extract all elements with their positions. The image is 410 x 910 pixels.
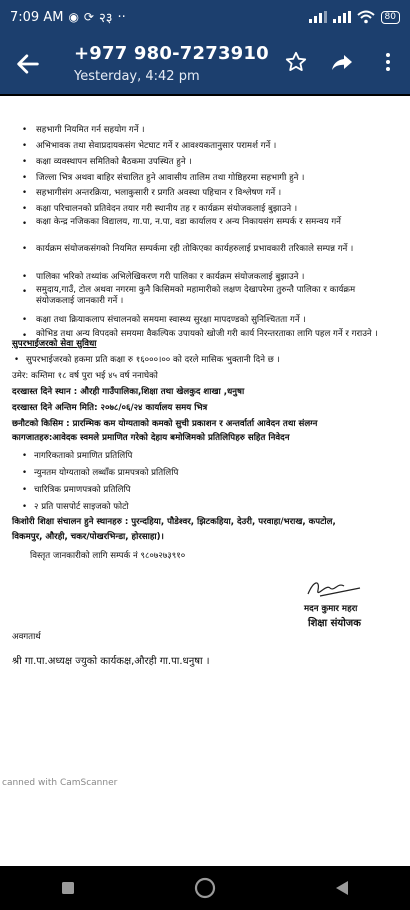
status-sync-icon: ⟳ [83,10,94,24]
home-button[interactable] [183,873,227,903]
bullet-icon: • [22,157,28,167]
class-locations-cont: विकमपुर, औरही, चकर/पोखरभिन्डा, होरसाहा)। [12,532,164,542]
recents-button[interactable] [46,873,90,903]
back-arrow-icon[interactable] [14,50,42,78]
bullet-icon: • [22,485,28,495]
signature-image [300,574,370,604]
signal-icon [309,11,327,23]
home-icon [194,877,216,899]
back-button[interactable] [320,873,364,903]
bullet-icon: • [22,502,28,512]
age-requirement: उमेर: कम्तिमा १८ वर्ष पुरा भई ४५ वर्ष ननाघेको [12,371,158,381]
signal-icon-2 [333,11,351,23]
bullet-icon: • [22,188,28,198]
contact-info: विस्तृत जानकारीको लागि सम्पर्क नं ९८०७२७३९१० [30,551,186,561]
message-time: Yesterday, 4:42 pm [74,69,200,84]
star-icon[interactable] [284,50,308,74]
share-icon[interactable] [330,50,354,74]
duty-item: सहभागीसंग अन्तरक्रिया, भलाकुसारी र प्रगति अवस्था पहिचान र विश्लेषण गर्ने । [36,188,282,198]
status-time: 7:09 AM [10,9,64,25]
signer-title: शिक्षा संयोजक [308,618,361,629]
bullet-icon: • [22,141,28,151]
duty-item: कक्षा परिचालनको प्रतिवेदन तयार गरी स्थानीय तह र कार्यक्रम संयोजकलाई बुझाउने । [36,204,298,214]
duty-item: कक्षा तथा क्रियाकलाप संचालनको समयमा स्वास्थ्य सुरक्षा मापदण्डको सुनिश्चितता गर्ने । [36,315,306,325]
cc-label: अवगतार्थ [12,632,41,642]
duty-item: कक्षा व्यवस्थापन समितिको बैठकमा उपस्थित हुने । [36,157,192,167]
scanner-watermark: canned with CamScanner [2,778,118,788]
status-dots: ·· [117,9,126,25]
bullet-icon: • [22,315,28,325]
documents-required: कागजातहरु:आवेदक स्वमले प्रमाणित गरेको देहाय बमोजिमको प्रतिलिपिहरु सहित निवेदन [12,433,290,443]
selection-method: छनौटको किसिम : प्रारम्भिक कम योग्यताको कमको सुची प्रकाशन र अन्तर्वार्ता आवेदन तथा संलग्न [12,419,318,429]
bullet-icon: • [22,451,28,461]
document-image [0,96,410,866]
duty-item: कार्यक्रम संयोजकसंगको नियमित सम्पर्कमा रही तोकिएका कार्यहरुलाई प्रभावकारी तरिकाले सम्पन्न गर्ने । [36,244,354,254]
battery-icon: 80 [381,11,400,24]
bullet-icon: • [22,219,28,229]
status-extra: २३ [98,11,113,26]
duty-item: समुदाय,गाउँ, टोल अथवा नगरमा कुनै किसिमको महामारीको लक्षण देखापरेमा तुरुन्तै पालिका र कार्यक्रम संयोजकलाई जानकारी गर्ने । [36,285,356,306]
submission-place: दरखास्त दिने स्थान : औरही गाउँपालिका,शिक्षा तथा खेलकुद शाखा ,धनुषा [12,387,245,397]
bullet-icon: • [22,287,28,297]
status-globe-icon: ◉ [68,10,79,24]
document-item: २ प्रति पासपोर्ट साइजको फोटो [34,502,129,512]
submission-deadline: दरखास्त दिने अन्तिम मिति: २०७८/०६/२४ कार्यालय समय भित्र [12,403,208,413]
bullet-icon: • [22,468,28,478]
cc-recipient: श्री गा.पा.अध्यक्ष ज्युको कार्यकक्ष,औरही गा.पा.धनुषा । [12,656,210,667]
system-nav-bar [0,866,410,910]
signer-name: मदन कुमार महरा [304,604,358,614]
duty-item: सहभागी नियमित गर्न सहयोग गर्ने । [36,125,145,135]
facility-heading: सुपरभाईजरको सेवा सुविधा [12,339,97,349]
duty-item: अभिभावक तथा सेवाप्रदायकसंग भेटघाट गर्ने र आवश्यकतानुसार परामर्श गर्ने । [36,141,277,151]
wifi-icon [357,10,375,24]
back-triangle-icon [335,880,349,896]
document-item: न्युनतम योग्यताको लब्धाँक प्रामपत्रको प्रतिलिपि [34,468,179,478]
document-item: नागरिकताको प्रमाणित प्रतिलिपि [34,451,133,461]
bullet-icon: • [22,204,28,214]
status-bar [0,0,410,34]
duty-item: कक्षा केन्द्र नजिकका विद्यालय, गा.पा, न.पा, वडा कार्यालय र अन्य निकायसंग सम्पर्क र समन्वय गर्ने [36,217,341,227]
bullet-icon: • [22,125,28,135]
duty-item: कोभिड तथा अन्य विपदको समयमा वैकल्पिक उपायको खोजी गरी कार्य निरन्तरताका लागि पहल गर्ने र गराउने । [36,329,378,339]
duty-item: पालिका भरिको तथ्यांक अभिलेखिकरण गरी पालिका र कार्यक्रम संयोजकलाई बुझाउने । [36,272,305,282]
sender-title: +977 980-7273910 [74,43,269,64]
bullet-icon: • [22,272,28,282]
bullet-icon: • [22,331,28,341]
app-bar [0,34,410,94]
bullet-icon: • [14,355,20,365]
more-options-icon[interactable] [376,50,400,74]
document-item: चारित्रिक प्रमाणपत्रको प्रतिलिपि [34,485,131,495]
duty-item: जिल्ला भित्र अथवा बाहिर संचालित हुने आवासीय तालिम तथा गोष्ठिहरमा सहभागी हुने । [36,173,305,183]
bullet-icon: • [22,244,28,254]
bullet-icon: • [22,173,28,183]
facility-item: सुपरभाईजरको हकमा प्रति कक्षा रु १६०००।०० को दरले मासिक भुक्तानी दिने छ । [26,355,280,365]
recents-icon [61,881,75,895]
class-locations: किशोरी शिक्षा संचालन हुने स्थानहरु : पुरन्दहिया, पौडेश्वर, झिटकहिया, देउरी, परवाहा/भराख, कपटोल, [12,517,336,527]
